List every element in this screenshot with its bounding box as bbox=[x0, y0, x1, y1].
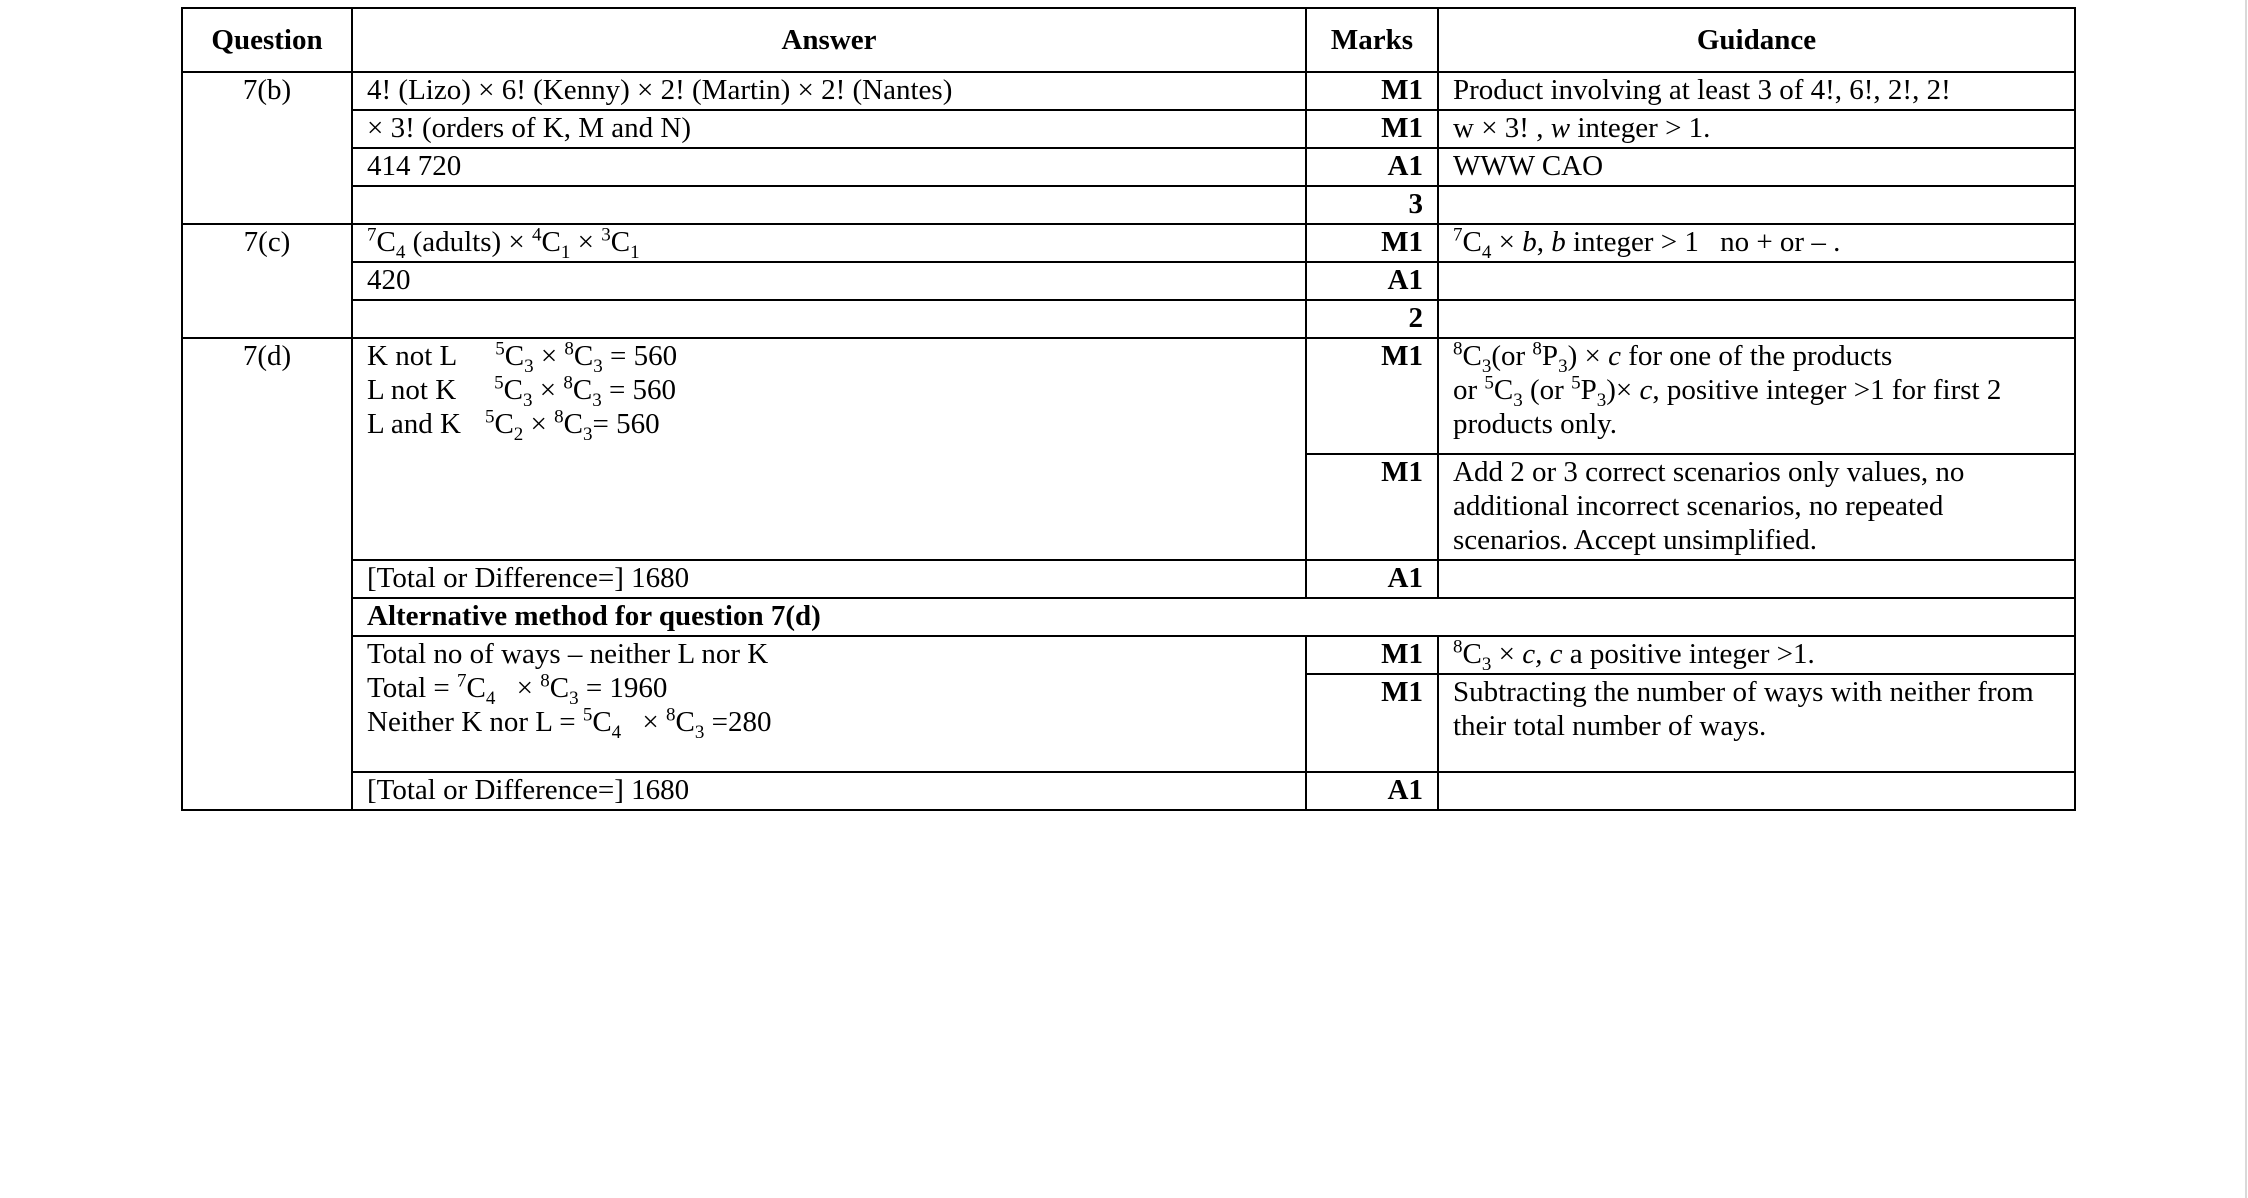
question-label-7c: 7(c) bbox=[182, 224, 352, 338]
header-marks: Marks bbox=[1306, 8, 1438, 72]
alt-method-heading: Alternative method for question 7(d) bbox=[352, 598, 2075, 636]
answer-cell: [Total or Difference=] 1680 bbox=[352, 560, 1306, 598]
guidance-cell: w × 3! , w integer > 1. bbox=[1438, 110, 2075, 148]
mark-cell: M1 bbox=[1306, 224, 1438, 262]
table-row bbox=[182, 148, 2075, 186]
table-row bbox=[182, 300, 2075, 338]
answer-cell: $^7C_4$ (adults) × $^4C_1 \times ^3C_1$ bbox=[352, 224, 1306, 262]
guidance-cell: $^8C_3(or$ $^8P_3) \times c$ for one of the products or $^5C_3$ (or $^5P_3)\times c$, positive integer >1 for first 2 products only. bbox=[1438, 338, 2075, 454]
header-row bbox=[182, 8, 2075, 72]
header-guidance: Guidance bbox=[1438, 8, 2075, 72]
answer-cell: × 3! (orders of K, M and N) bbox=[352, 110, 1306, 148]
mark-cell: M1 bbox=[1306, 72, 1438, 110]
mark-cell: M1 bbox=[1306, 338, 1438, 454]
table-row bbox=[182, 224, 2075, 262]
guidance-cell: $^8C_3 \times c$, c a positive integer >1. bbox=[1438, 636, 2075, 674]
mark-cell: A1 bbox=[1306, 772, 1438, 810]
page-edge-line bbox=[2245, 0, 2247, 1198]
mark-cell: M1 bbox=[1306, 454, 1438, 560]
table-row bbox=[182, 338, 2075, 454]
mark-scheme-table bbox=[181, 7, 2076, 811]
mark-cell: M1 bbox=[1306, 636, 1438, 674]
header-answer: Answer bbox=[352, 8, 1306, 72]
question-label-7b: 7(b) bbox=[182, 72, 352, 224]
table-row bbox=[182, 72, 2075, 110]
answer-cell: 420 bbox=[352, 262, 1306, 300]
guidance-cell: WWW CAO bbox=[1438, 148, 2075, 186]
table-row bbox=[182, 110, 2075, 148]
guidance-cell: $^7C_4 \times b$, b integer > 1 no + or – . bbox=[1438, 224, 2075, 262]
total-marks: 2 bbox=[1306, 300, 1438, 338]
mark-cell: A1 bbox=[1306, 148, 1438, 186]
guidance-cell: Add 2 or 3 correct scenarios only values, no additional incorrect scenarios, no repeated scenarios. Accept unsimplified. bbox=[1438, 454, 2075, 560]
guidance-cell: Product involving at least 3 of 4!, 6!, 2!, 2! bbox=[1438, 72, 2075, 110]
mark-cell: M1 bbox=[1306, 674, 1438, 772]
guidance-cell: Subtracting the number of ways with neither from their total number of ways. bbox=[1438, 674, 2075, 772]
mark-cell: A1 bbox=[1306, 560, 1438, 598]
answer-cell: Total no of ways – neither L nor K Total = $^7C_4 \times ^8C_3 = 1960$ Neither K nor $L = ^5C_4 \times ^8C_3 =280$ bbox=[352, 636, 1306, 772]
mark-cell: A1 bbox=[1306, 262, 1438, 300]
header-question: Question bbox=[182, 8, 352, 72]
answer-cell: [Total or Difference=] 1680 bbox=[352, 772, 1306, 810]
table-row bbox=[182, 636, 2075, 674]
table-row bbox=[182, 262, 2075, 300]
answer-cell: 414 720 bbox=[352, 148, 1306, 186]
answer-cell: 4! (Lizo) × 6! (Kenny) × 2! (Martin) × 2! (Nantes) bbox=[352, 72, 1306, 110]
answer-cell: K not L $^5C_3 \times ^8C_3 = 560$ L not K $^5C_3 \times ^8C_3 = 560$ L and K $^5C_2 \times ^8C_3= 560$ bbox=[352, 338, 1306, 560]
total-marks: 3 bbox=[1306, 186, 1438, 224]
table-row bbox=[182, 772, 2075, 810]
question-label-7d: 7(d) bbox=[182, 338, 352, 810]
table-row bbox=[182, 598, 2075, 636]
mark-cell: M1 bbox=[1306, 110, 1438, 148]
table-row bbox=[182, 560, 2075, 598]
table-row bbox=[182, 186, 2075, 224]
